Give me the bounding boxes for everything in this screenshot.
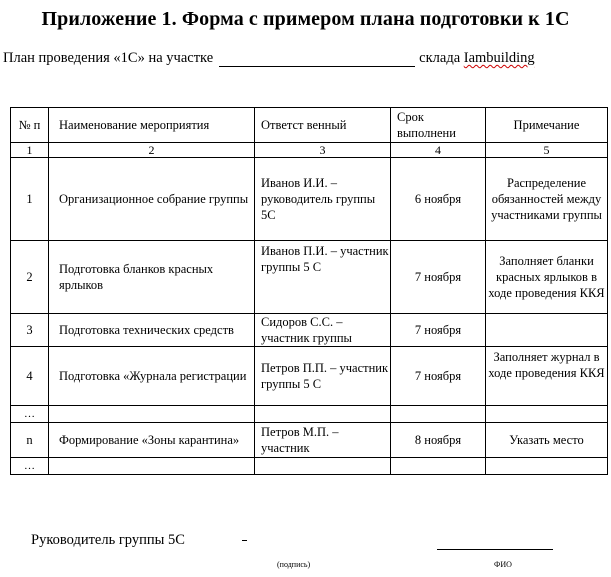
company-name: Iambuilding	[463, 50, 535, 66]
row-responsible: Петров М.П. – участник	[255, 423, 391, 458]
fio-caption: ФИО	[494, 560, 512, 569]
row-deadline	[391, 458, 486, 475]
row-deadline: 8 ноября	[391, 423, 486, 458]
subtitle-warehouse: склада	[419, 50, 461, 66]
row-event: Формирование «Зоны карантина»	[49, 423, 255, 458]
table-row	[11, 158, 608, 241]
row-deadline: 7 ноября	[391, 347, 486, 406]
table-row	[11, 347, 608, 406]
row-responsible	[255, 406, 391, 423]
col-number: 3	[255, 143, 391, 158]
table-row	[11, 458, 608, 475]
signature-fio-line	[437, 549, 553, 550]
row-note	[486, 314, 608, 347]
col-number: 4	[391, 143, 486, 158]
row-responsible: Петров П.П. – участник группы 5 С	[255, 347, 391, 406]
row-event	[49, 458, 255, 475]
row-note: Заполняет журнал в ходе проведения ККЯ	[488, 350, 605, 380]
row-deadline: 7 ноября	[391, 241, 486, 314]
row-note-cell	[486, 347, 608, 406]
row-event: Подготовка технических средств	[49, 314, 255, 347]
table-header-row	[11, 108, 608, 143]
subtitle-text: План проведения «1С» на участке	[3, 50, 214, 66]
row-responsible	[255, 458, 391, 475]
row-responsible: Иванов И.И. – руководитель группы 5С	[255, 158, 391, 241]
header-num: № п	[11, 108, 49, 143]
row-number: 3	[11, 314, 49, 347]
signature-dash	[242, 540, 247, 541]
table-row	[11, 241, 608, 314]
signature-label: Руководитель группы 5С	[31, 532, 185, 548]
column-number-row	[11, 143, 608, 158]
row-note: Указать место	[486, 423, 608, 458]
row-deadline: 7 ноября	[391, 314, 486, 347]
row-number: 4	[11, 347, 49, 406]
header-responsible: Ответст венный	[255, 108, 391, 143]
table-row	[11, 406, 608, 423]
header-deadline: Срок выполнени	[391, 108, 486, 143]
row-deadline	[391, 406, 486, 423]
site-blank-line	[219, 52, 415, 67]
plan-subtitle	[3, 50, 535, 67]
header-event: Наименование мероприятия	[49, 108, 255, 143]
row-number: …	[11, 406, 49, 423]
row-event: Организационное собрание группы	[49, 158, 255, 241]
row-note	[486, 406, 608, 423]
col-number: 5	[486, 143, 608, 158]
row-note: Заполняет бланки красных ярлыков в ходе проведения ККЯ	[486, 241, 608, 314]
col-number: 1	[11, 143, 49, 158]
header-note: Примечание	[486, 108, 608, 143]
table-row	[11, 314, 608, 347]
signature-caption: (подпись)	[277, 560, 311, 569]
col-number: 2	[49, 143, 255, 158]
row-responsible: Иванов П.И. – участник группы 5 С	[255, 241, 391, 314]
plan-table	[10, 107, 608, 475]
row-event: Подготовка «Журнала регистрации	[49, 347, 255, 406]
row-responsible: Сидоров С.С. – участник группы	[255, 314, 391, 347]
row-number: …	[11, 458, 49, 475]
table-row	[11, 423, 608, 458]
row-number: n	[11, 423, 49, 458]
row-deadline: 6 ноября	[391, 158, 486, 241]
row-number: 2	[11, 241, 49, 314]
row-event	[49, 406, 255, 423]
page-title: Приложение 1. Форма с примером плана подготовки к 1С	[41, 8, 570, 30]
row-event: Подготовка бланков красных ярлыков	[49, 241, 255, 314]
row-note: Распределение обязанностей между участниками группы	[486, 158, 608, 241]
row-note	[486, 458, 608, 475]
row-number: 1	[11, 158, 49, 241]
